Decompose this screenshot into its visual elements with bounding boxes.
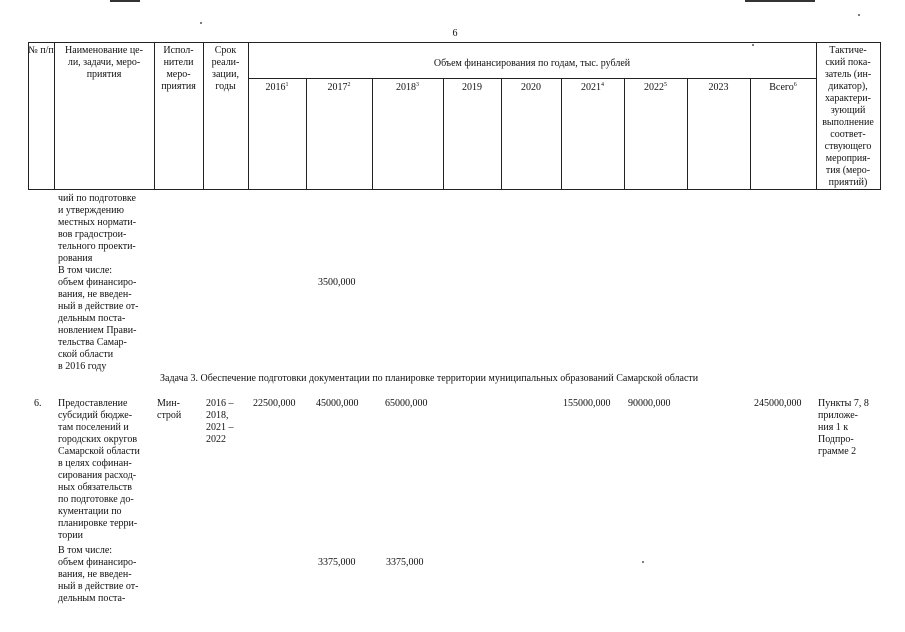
row6-sub-text: В том числе: объем финансиро- вания, не введен- ный в действие от- дельным поста- <box>58 545 139 604</box>
header-name: Наименование це- ли, задачи, меро- приятия <box>65 45 143 80</box>
row6-number: 6. <box>34 398 42 409</box>
row6-name: Предоставление субсидий бюдже- там поселений и городских округов Самарской области в целях софинан- сирования расход- ных обязательств по подготовке до- кументации по планировке терри- тории <box>58 398 140 541</box>
continuation-name: чий по подготовке и утверждению местных нормати- вов градострои- тельного проекти- рования <box>58 193 137 264</box>
header-num: № п/п <box>28 45 54 56</box>
scan-dot <box>642 561 644 563</box>
continuation-value-2017: 3500,000 <box>318 277 356 288</box>
continuation-sub-text: В том числе: объем финансиро- вания, не введен- ный в действие от- дельным поста- новлением Прави- тельства Самар- ской области в 2016 году <box>58 265 139 372</box>
scan-dot <box>752 44 754 46</box>
year-2020: 2020 <box>521 82 541 93</box>
year-2016: 2016$^1$ <box>265 82 289 93</box>
year-2018: 2018$^3$ <box>396 82 419 93</box>
row6-executor: Мин- строй <box>157 398 182 421</box>
row6-value-total: 245000,000 <box>754 398 802 409</box>
year-2021: 2021$^4$ <box>581 82 604 93</box>
header-executor: Испол- нители меро- приятия <box>161 45 196 92</box>
row6-sub-value-2017: 3375,000 <box>318 557 356 568</box>
row6-sub-value-2018: 3375,000 <box>386 557 424 568</box>
row6-indicator: Пункты 7, 8 приложе- ния 1 к Подпро- грамме 2 <box>818 398 869 457</box>
scan-dot <box>858 14 860 16</box>
row6-value-2016: 22500,000 <box>253 398 296 409</box>
year-total: Всего$^6$ <box>769 82 797 93</box>
row6-value-2022: 90000,000 <box>628 398 671 409</box>
year-2023: 2023 <box>708 82 729 93</box>
header-term: Срок реали- зации, годы <box>211 45 240 92</box>
year-2017: 2017$^2$ <box>327 82 351 93</box>
header-finance: Объем финансирования по годам, тыс. рублей <box>433 58 631 69</box>
scan-dot <box>200 22 202 24</box>
header-indicator: Тактиче- ский пока- затель (ин- дикатор), характери- зующий выполнение соответ- ствующего мероприя- тия (меро- приятий) <box>822 45 874 188</box>
year-2019: 2019 <box>462 82 482 93</box>
page-number: 6 <box>452 28 458 39</box>
scan-mark <box>110 0 140 2</box>
row6-value-2018: 65000,000 <box>385 398 428 409</box>
row6-term: 2016 – 2018, 2021 – 2022 <box>206 398 234 445</box>
row6-value-2017: 45000,000 <box>316 398 359 409</box>
year-2022: 2022$^5$ <box>644 82 667 93</box>
task3-title: Задача 3. Обеспечение подготовки документации по планировке территории муниципальных образований Самарской области <box>160 373 699 384</box>
scan-mark <box>745 0 815 2</box>
row6-value-2021: 155000,000 <box>563 398 611 409</box>
